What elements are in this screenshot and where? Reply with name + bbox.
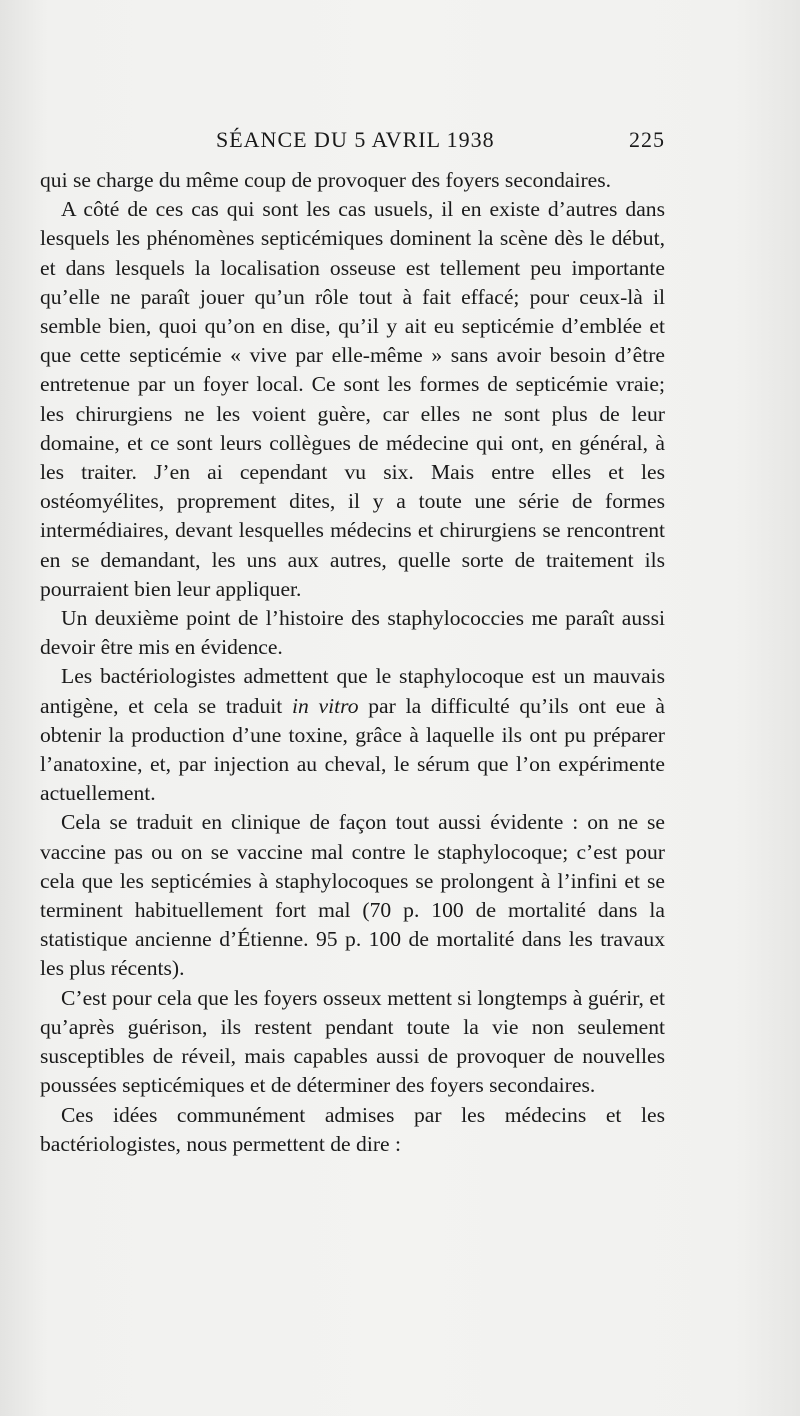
running-header	[40, 127, 665, 159]
paragraph	[40, 662, 665, 808]
paragraph: C’est pour cela que les foyers osseux mettent si longtemps à guérir, et qu’après guérison, ils restent pendant toute la vie non seulement susceptibles de réveil, mais capables aussi de provoquer de nouvelles poussées septicémiques et de déterminer des foyers secondaires.	[40, 985, 665, 1098]
paragraph-text: par la difficulté qu’ils ont eue à obtenir la production d’une toxine, grâce à laquelle ils ont pu préparer l’anatoxine, et, par injection au cheval, le sérum que l’on expérimente actuellement.	[40, 693, 665, 806]
paragraph: A côté de ces cas qui sont les cas usuels, il en existe d’autres dans lesquels les phénomènes septicémiques dominent la scène dès le début, et dans lesquels la localisation osseuse est tellement peu importante qu’elle ne paraît jouer qu’un rôle tout à fait effacé; pour ceux-là il semble bien, quoi qu’on en dise, qu’il y ait eu septicémie d’emblée et que cette septicémie « vive par elle-même » sans avoir besoin d’être entretenue par un foyer local. Ce sont les formes de septicémie vraie; les chirurgiens ne les voient guère, car elles ne sont plus de leur domaine, et ce sont leurs collègues de médecine qui ont, en général, à les traiter. J’en ai cependant vu six. Mais entre elles et les ostéomyélites, proprement dites, il y a toute une série de formes intermédiaires, devant lesquelles médecins et chirurgiens se rencontrent en se demandant, les uns aux autres, quelle sorte de traitement ils pourraient bien leur appliquer.	[40, 197, 665, 601]
paragraph-text: Les bactériologistes admettent que le staphylocoque est un mauvais antigène, et cela se traduit	[40, 664, 665, 718]
paragraph: Un deuxième point de l’histoire des staphylococcies me paraît aussi devoir être mis en évidence.	[40, 606, 665, 660]
paragraph: Cela se traduit en clinique de façon tout aussi évidente : on ne se vaccine pas ou on se vaccine mal contre le staphylocoque; c’est pour cela que les septicémies à staphylocoques se prolongent à l’infini et se terminent habituellement fort mal (70 p. 100 de mortalité dans la statistique ancienne d’Étienne. 95 p. 100 de mortalité dans les travaux les plus récents).	[40, 810, 665, 981]
body-text	[40, 166, 665, 1159]
italic-phrase: in vitro	[291, 693, 359, 718]
running-title: SÉANCE DU 5 AVRIL 1938	[216, 127, 495, 152]
page-number: 225	[629, 127, 665, 152]
paragraph: qui se charge du même coup de provoquer des foyers secondaires.	[40, 168, 612, 192]
paragraph: Ces idées communément admises par les médecins et les bactériologistes, nous permettent de dire :	[40, 1102, 665, 1156]
